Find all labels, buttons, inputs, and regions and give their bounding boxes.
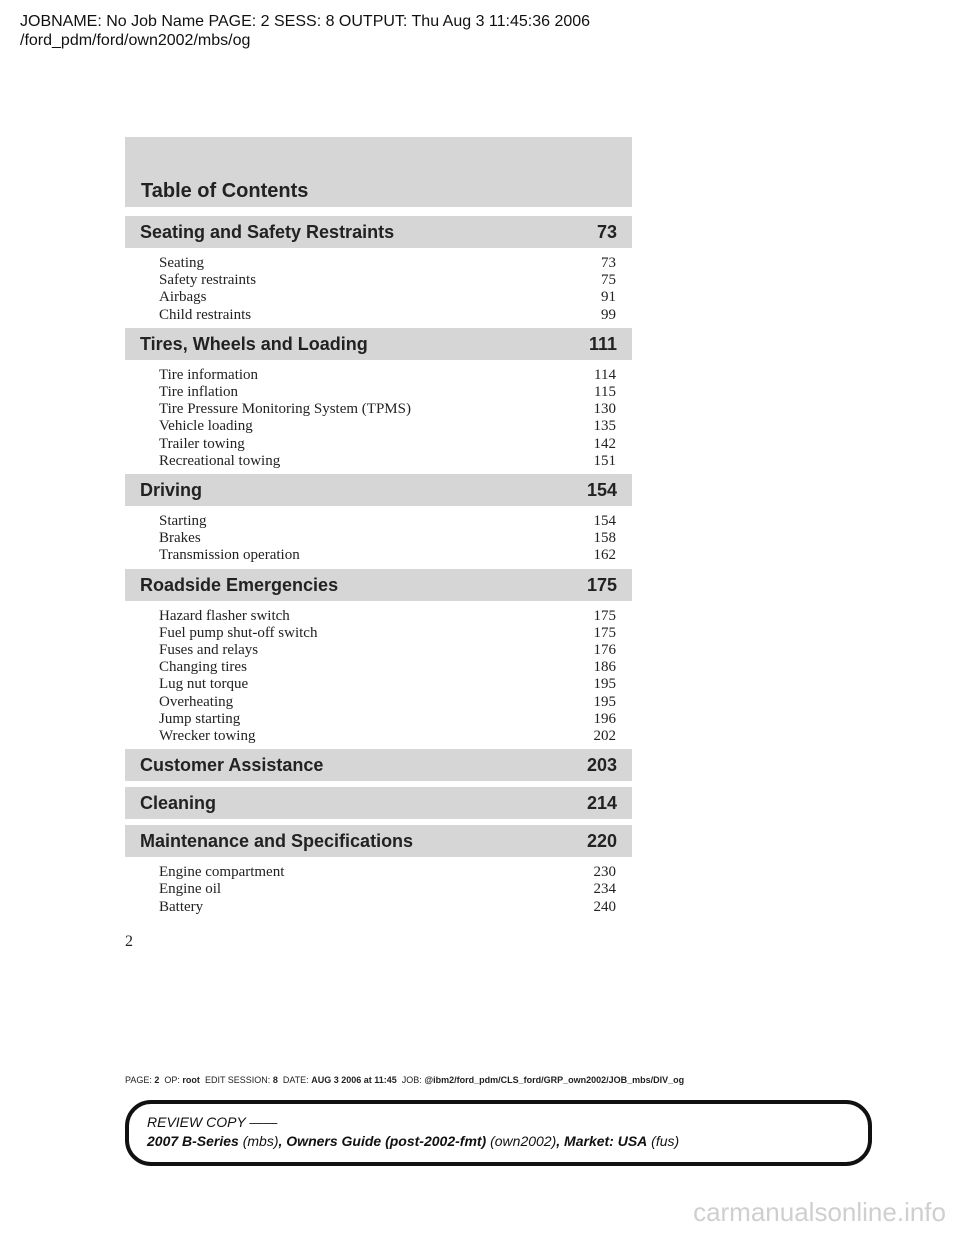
- toc-entry-page: 176: [593, 642, 616, 658]
- page-number: 2: [125, 933, 133, 950]
- toc-title: Table of Contents: [141, 180, 309, 202]
- footer-op-value: root: [182, 1075, 200, 1085]
- toc-entry: [159, 547, 616, 564]
- toc-entry-label: Wrecker towing: [159, 728, 256, 744]
- toc-entry-page: 135: [593, 418, 616, 434]
- toc-entry-label: Fuses and relays: [159, 642, 259, 658]
- toc-entry-page: 91: [601, 289, 616, 305]
- toc-entry-label: Jump starting: [159, 711, 241, 727]
- toc-entry-page: 240: [593, 899, 616, 915]
- toc-entry-page: 196: [593, 711, 616, 727]
- toc-entry-label: Starting: [159, 513, 207, 529]
- section-page: 214: [586, 793, 617, 814]
- toc-entry-label: Child restraints: [159, 307, 252, 323]
- review-model-code: (mbs): [238, 1133, 279, 1149]
- section-page: 73: [596, 222, 617, 242]
- section-header: [125, 474, 632, 506]
- toc-entry: [159, 608, 616, 625]
- toc-entry: [159, 899, 616, 916]
- footer-page-label: PAGE:: [125, 1075, 152, 1085]
- toc-entry-label: Lug nut torque: [159, 676, 249, 692]
- toc-entry-page: 195: [593, 676, 616, 692]
- toc-entry-label: Engine compartment: [159, 864, 285, 880]
- toc-entry-page: 75: [601, 272, 616, 288]
- section-title: Seating and Safety Restraints: [140, 222, 395, 242]
- toc-entry: [159, 694, 616, 711]
- toc-entry: [159, 513, 616, 530]
- toc-entry-label: Seating: [159, 255, 204, 271]
- job-header: [20, 12, 590, 50]
- toc-entry-page: 202: [593, 728, 616, 744]
- toc-entry-label: Tire Pressure Monitoring System (TPMS): [159, 401, 411, 417]
- section-page: 220: [586, 831, 617, 852]
- section-title: Maintenance and Specifications: [140, 831, 414, 852]
- toc-entry-page: 195: [593, 694, 616, 710]
- toc-entry: [159, 255, 616, 272]
- toc-entry-page: 162: [593, 547, 616, 563]
- section-page: 203: [586, 755, 617, 776]
- toc-entry-label: Overheating: [159, 694, 234, 710]
- toc-entry-page: 99: [601, 307, 616, 323]
- toc-entry: [159, 436, 616, 453]
- toc-entry-page: 186: [593, 659, 616, 675]
- footer-meta: [125, 1075, 684, 1085]
- toc-entry-page: 175: [593, 625, 616, 641]
- toc-entry-label: Engine oil: [159, 881, 222, 897]
- toc-entry: [159, 289, 616, 306]
- review-market-code: (fus): [647, 1133, 680, 1149]
- toc-entry-page: 230: [593, 864, 616, 880]
- review-guide: Owners Guide (post-2002-fmt): [286, 1133, 487, 1149]
- section-header: [125, 569, 632, 601]
- section-title: Roadside Emergencies: [140, 574, 339, 595]
- toc-entry-page: 130: [593, 401, 616, 417]
- section-header: [125, 825, 632, 857]
- watermark: carmanualsonline.info: [693, 1197, 946, 1227]
- review-sep: ,: [278, 1133, 287, 1149]
- job-header-line1: JOBNAME: No Job Name PAGE: 2 SESS: 8 OUTPUT: Thu Aug 3 11:45:36 2006: [20, 13, 591, 30]
- review-market-label: , Market:: [556, 1133, 618, 1149]
- toc-entry: [159, 307, 616, 324]
- toc-entry-label: Tire information: [159, 367, 259, 383]
- footer-date-label: DATE:: [282, 1075, 309, 1085]
- toc-entry: [159, 625, 616, 642]
- footer-op-label: OP:: [164, 1075, 180, 1085]
- review-copy-label: REVIEW COPY ——: [147, 1114, 278, 1130]
- section-page: 154: [586, 480, 617, 500]
- toc-entry: [159, 367, 616, 384]
- toc-title-box: [125, 137, 632, 207]
- toc-entry: [159, 864, 616, 881]
- toc-entry-page: 175: [593, 608, 616, 624]
- toc-entry-label: Recreational towing: [159, 453, 281, 469]
- review-copy-details: [147, 1133, 679, 1149]
- review-guide-code: (own2002): [486, 1133, 557, 1149]
- toc-entry-label: Changing tires: [159, 659, 247, 675]
- job-header-line2: /ford_pdm/ford/own2002/mbs/og: [20, 32, 251, 49]
- toc-entry-page: 151: [593, 453, 616, 469]
- toc-entry-page: 158: [593, 530, 616, 546]
- toc-entry-label: Fuel pump shut-off switch: [159, 625, 318, 641]
- toc-entry-label: Hazard flasher switch: [159, 608, 290, 624]
- toc-entry-page: 73: [601, 255, 616, 271]
- section-page: 111: [588, 333, 617, 354]
- section-page: 175: [586, 574, 617, 595]
- section-header: [125, 328, 632, 360]
- review-copy-box: [125, 1100, 872, 1166]
- section-header: [125, 787, 632, 819]
- section-title: Driving: [140, 480, 203, 500]
- footer-session-label: EDIT SESSION:: [204, 1075, 271, 1085]
- toc-entry-label: Vehicle loading: [159, 418, 253, 434]
- toc-entry: [159, 453, 616, 470]
- toc-entry-label: Trailer towing: [159, 436, 245, 452]
- toc-entry-label: Airbags: [159, 289, 207, 305]
- toc-entry-page: 142: [593, 436, 616, 452]
- toc-entry-page: 115: [594, 384, 616, 400]
- toc-entry: [159, 711, 616, 728]
- toc-entry: [159, 676, 616, 693]
- toc-entry-label: Tire inflation: [159, 384, 239, 400]
- toc-entry-page: 234: [593, 881, 616, 897]
- toc-entry-page: 154: [593, 513, 616, 529]
- section-header: [125, 216, 632, 248]
- footer-page-value: 2: [154, 1075, 160, 1085]
- section-title: Cleaning: [140, 793, 217, 814]
- toc-entry: [159, 272, 616, 289]
- toc-entry: [159, 401, 616, 418]
- toc-entry-label: Transmission operation: [159, 547, 300, 563]
- toc-entry: [159, 659, 616, 676]
- toc-entry-label: Safety restraints: [159, 272, 257, 288]
- toc-entry: [159, 728, 616, 745]
- footer-job-label: JOB:: [401, 1075, 422, 1085]
- review-market: USA: [617, 1133, 648, 1149]
- footer-date-value: AUG 3 2006 at 11:45: [311, 1075, 397, 1085]
- footer-job-value: @ibm2/ford_pdm/CLS_ford/GRP_own2002/JOB_mbs/DIV_og: [424, 1075, 685, 1085]
- section-title: Customer Assistance: [140, 755, 324, 776]
- toc-entry: [159, 642, 616, 659]
- section-title: Tires, Wheels and Loading: [140, 333, 368, 354]
- toc-entry: [159, 881, 616, 898]
- toc-entry: [159, 418, 616, 435]
- toc-entry-label: Battery: [159, 899, 204, 915]
- toc-entry: [159, 530, 616, 547]
- toc-entry: [159, 384, 616, 401]
- review-model: 2007 B-Series: [147, 1133, 239, 1149]
- section-header: [125, 749, 632, 781]
- footer-session-value: 8: [272, 1075, 278, 1085]
- toc-entry-page: 114: [594, 367, 616, 383]
- toc-entry-label: Brakes: [159, 530, 201, 546]
